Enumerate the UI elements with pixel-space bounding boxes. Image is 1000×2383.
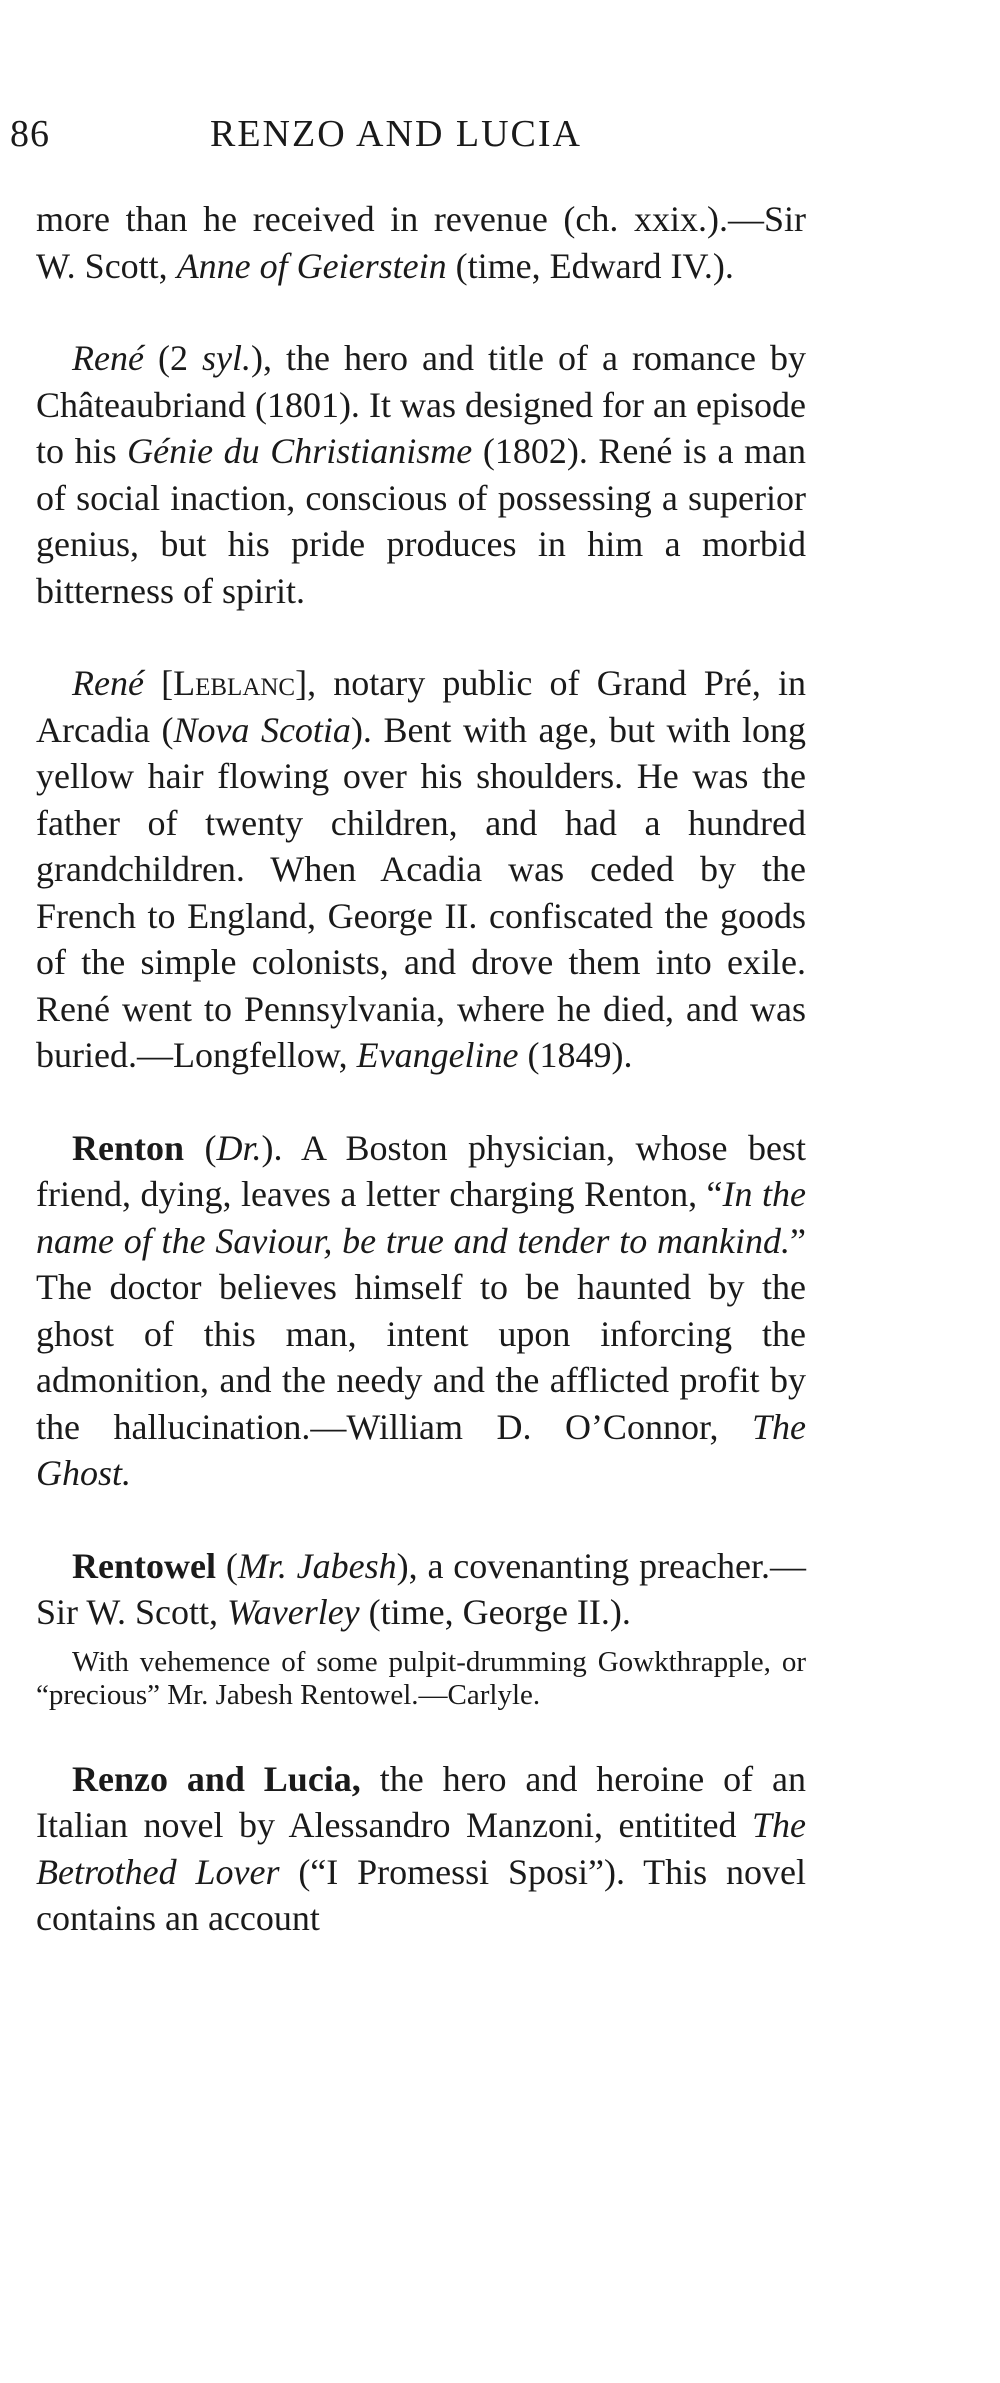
entry-headword: Renzo and Lucia, <box>72 1758 361 1799</box>
page-header <box>10 112 810 168</box>
entry-renzo-and-lucia: Renzo and Lucia, the hero and heroine of an Italian novel by Alessandro Manzoni, entitited The Betrothed Lover (“I Promessi Sposi”). This novel contains an account <box>36 1758 806 1938</box>
entry-rene-leblanc: René [Leblanc], notary public of Grand Pré, in Arcadia (Nova Scotia). Bent with age, but with long yellow hair flowing over his shoulders. He was the father of twenty children, and had a hundred grandchildren. When Acadia was ceded by the French to England, George II. confiscated the goods of the simple colonists, and drove them into exile. René went to Pennsylvania, where he died, and was buried.—Longfellow, Evangeline (1849). <box>36 663 806 1075</box>
entry-renton: Renton (Dr.). A Boston physician, whose best friend, dying, leaves a letter charging Renton, “In the name of the Saviour, be true and tender to mankind.” The doctor believes himself to be haunted by the ghost of this man, intent upon inforcing the admonition, and the needy and the afflicted profit by the hallucination.—William D. O’Connor, The Ghost. <box>36 1127 807 1493</box>
block-quote: With vehemence of some pulpit-drumming Gowkthrapple, or “precious” Mr. Jabesh Rentowel.—Carlyle. <box>36 1645 806 1711</box>
quoted-letter: In the name of the Saviour, be true and tender to mankind. <box>36 1174 807 1261</box>
entry-headword: Rentowel <box>72 1545 216 1586</box>
page-number: 86 <box>10 113 50 155</box>
work-title: Génie du Christianisme <box>127 431 473 471</box>
body-text <box>36 196 806 1988</box>
entry-rene-chateaubriand: René (2 syl.), the hero and title of a romance by Châteaubriand (1801). It was designed for an episode to his Génie du Christianisme (1802). René is a man of social inaction, conscious of possessing a superior genius, but his pride produces in him a morbid bitterness of spirit. <box>36 338 807 611</box>
work-title: The Ghost. <box>36 1406 806 1493</box>
work-title: Waverley <box>227 1592 360 1632</box>
work-title: The Betrothed Lover <box>36 1805 806 1892</box>
entry-headword: Renton <box>72 1127 185 1168</box>
entry-continuation: more than he received in revenue (ch. xxix.).—Sir W. Scott, Anne of Geierstein (time, Edward IV.). <box>36 199 806 286</box>
running-head: RENZO AND LUCIA <box>210 113 582 155</box>
entry-headword: René <box>72 338 144 378</box>
work-title: Anne of Geierstein <box>176 245 447 286</box>
entry-rentowel: Rentowel (Mr. Jabesh), a covenanting preacher.—Sir W. Scott, Waverley (time, George II.). <box>36 1545 806 1632</box>
work-title: Evangeline <box>356 1035 519 1075</box>
entry-headword: René <box>72 663 144 703</box>
